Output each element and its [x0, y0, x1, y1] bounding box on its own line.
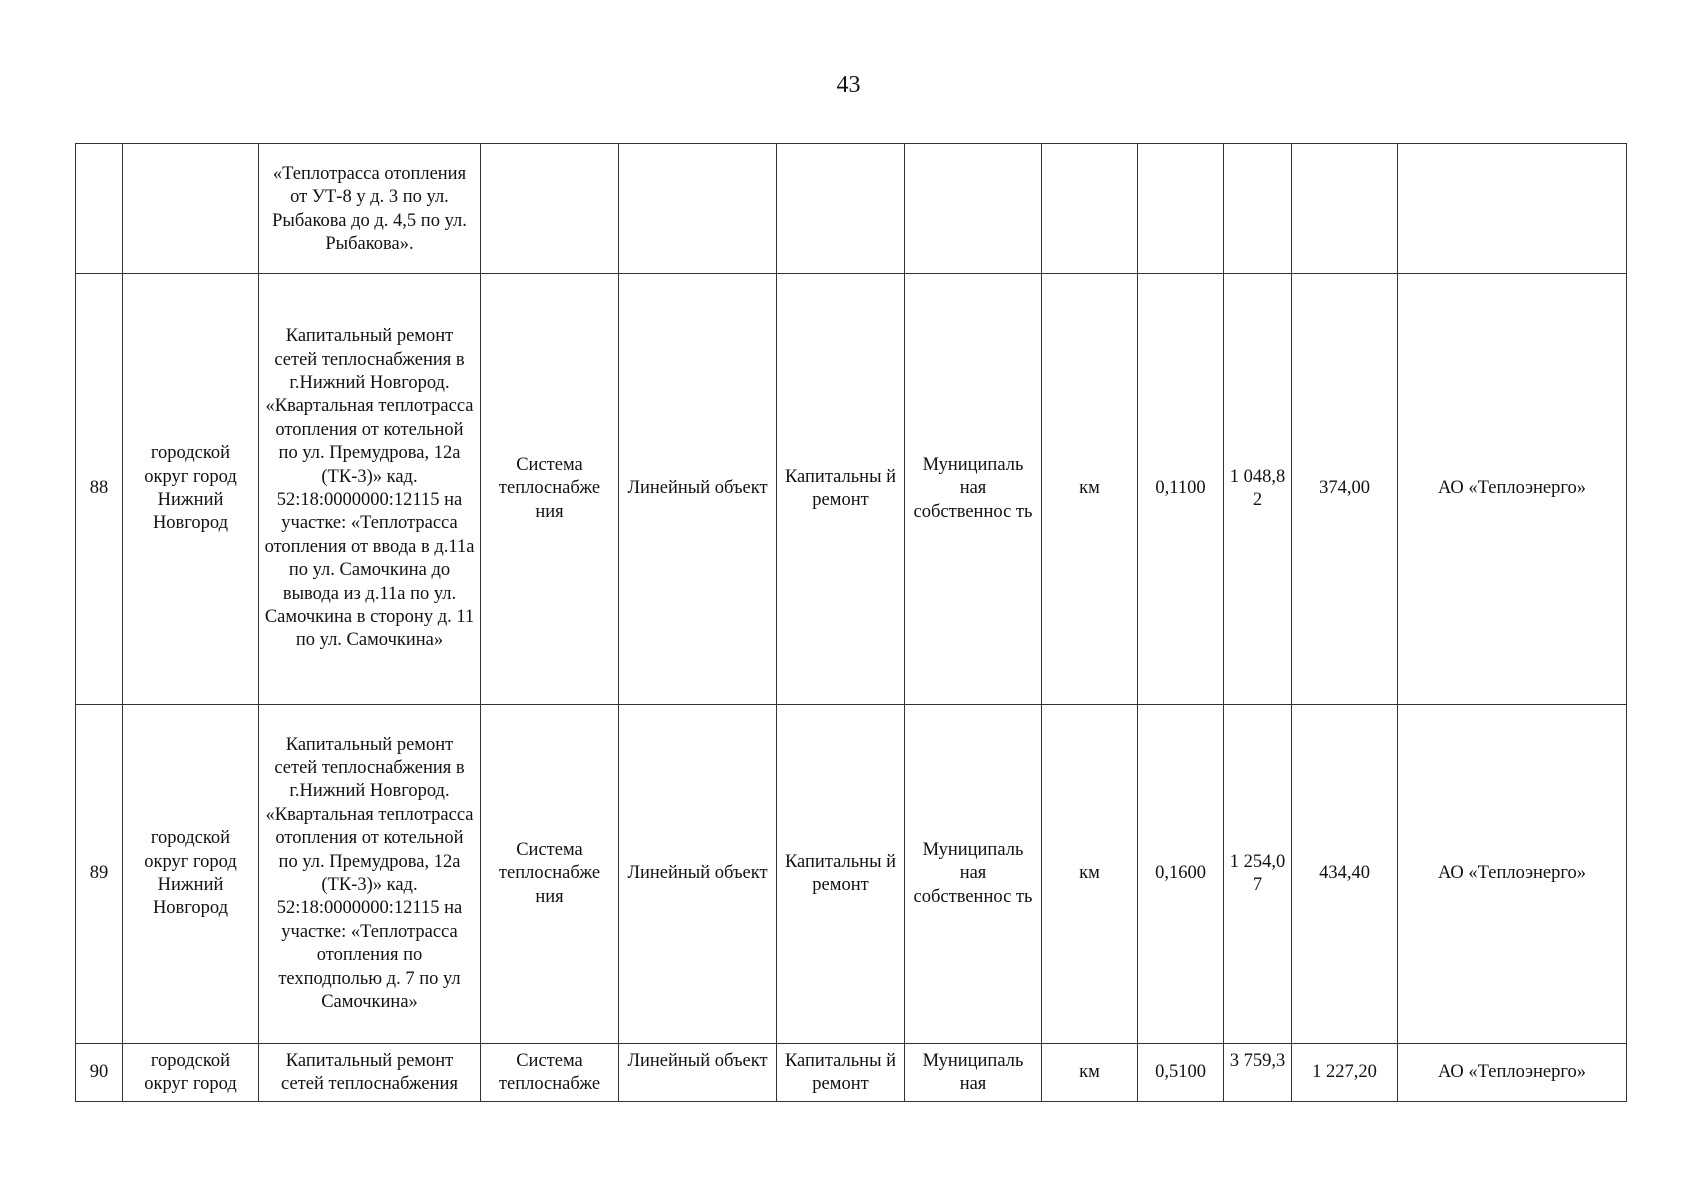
work-type-cell: Капитальны й ремонт	[777, 705, 905, 1044]
system-cell: Система теплоснабже ния	[481, 274, 619, 705]
table-row	[76, 144, 1627, 274]
municipality-cell: городской округ город Нижний Новгород	[123, 705, 259, 1044]
organization-cell: АО «Теплоэнерго»	[1398, 274, 1627, 705]
organization-cell: АО «Теплоэнерго»	[1398, 705, 1627, 1044]
row-number-cell: 89	[76, 705, 123, 1044]
length-cell	[1138, 144, 1224, 274]
municipality-cell: городской округ город Нижний Новгород	[123, 274, 259, 705]
cost-cell: 1 048,8 2	[1224, 274, 1292, 705]
work-type-cell	[777, 144, 905, 274]
object-type-cell: Линейный объект	[619, 274, 777, 705]
row-number-cell: 88	[76, 274, 123, 705]
organization-cell: АО «Теплоэнерго»	[1398, 1044, 1627, 1102]
row-number-cell	[76, 144, 123, 274]
cost-cell: 1 254,0 7	[1224, 705, 1292, 1044]
organization-cell	[1398, 144, 1627, 274]
table-row	[76, 274, 1627, 705]
length-cell: 0,5100	[1138, 1044, 1224, 1102]
value-cell: 374,00	[1292, 274, 1398, 705]
description-cell: Капитальный ремонт сетей теплоснабжения в г.Нижний Новгород. «Квартальная теплотрасса отопления от котельной по ул. Премудрова, 12а (ТК-3)» кад. 52:18:0000000:12115 на участке: «Теплотрасса отопления по техподполью д. 7 по ул Самочкина»	[259, 705, 481, 1044]
row-number-cell: 90	[76, 1044, 123, 1102]
description-cell: «Теплотрасса отопления от УТ-8 у д. 3 по ул. Рыбакова до д. 4,5 по ул. Рыбакова».	[259, 144, 481, 274]
system-cell	[481, 144, 619, 274]
unit-cell: км	[1042, 1044, 1138, 1102]
value-cell: 1 227,20	[1292, 1044, 1398, 1102]
cost-cell: 3 759,3	[1224, 1044, 1292, 1102]
object-type-cell: Линейный объект	[619, 1044, 777, 1102]
table-row	[76, 1044, 1627, 1102]
unit-cell: км	[1042, 705, 1138, 1044]
ownership-cell: Муниципаль ная	[905, 1044, 1042, 1102]
value-cell	[1292, 144, 1398, 274]
object-type-cell: Линейный объект	[619, 705, 777, 1044]
description-cell: Капитальный ремонт сетей теплоснабжения	[259, 1044, 481, 1102]
unit-cell: км	[1042, 274, 1138, 705]
object-type-cell	[619, 144, 777, 274]
cost-cell	[1224, 144, 1292, 274]
municipality-cell: городской округ город	[123, 1044, 259, 1102]
ownership-cell: Муниципаль ная собственнос ть	[905, 705, 1042, 1044]
ownership-cell	[905, 144, 1042, 274]
ownership-cell: Муниципаль ная собственнос ть	[905, 274, 1042, 705]
length-cell: 0,1600	[1138, 705, 1224, 1044]
page-number: 43	[836, 72, 861, 98]
investment-program-table	[75, 143, 1627, 1102]
system-cell: Система теплоснабже ния	[481, 705, 619, 1044]
system-cell: Система теплоснабже	[481, 1044, 619, 1102]
table-row	[76, 705, 1627, 1044]
unit-cell	[1042, 144, 1138, 274]
description-cell: Капитальный ремонт сетей теплоснабжения в г.Нижний Новгород. «Квартальная теплотрасса отопления от котельной по ул. Премудрова, 12а (ТК-3)» кад. 52:18:0000000:12115 на участке: «Теплотрасса отопления от ввода в д.11а по ул. Самочкина до вывода из д.11а по ул. Самочкина в сторону д. 11 по ул. Самочкина»	[259, 274, 481, 705]
municipality-cell	[123, 144, 259, 274]
work-type-cell: Капитальны й ремонт	[777, 1044, 905, 1102]
work-type-cell: Капитальны й ремонт	[777, 274, 905, 705]
length-cell: 0,1100	[1138, 274, 1224, 705]
value-cell: 434,40	[1292, 705, 1398, 1044]
